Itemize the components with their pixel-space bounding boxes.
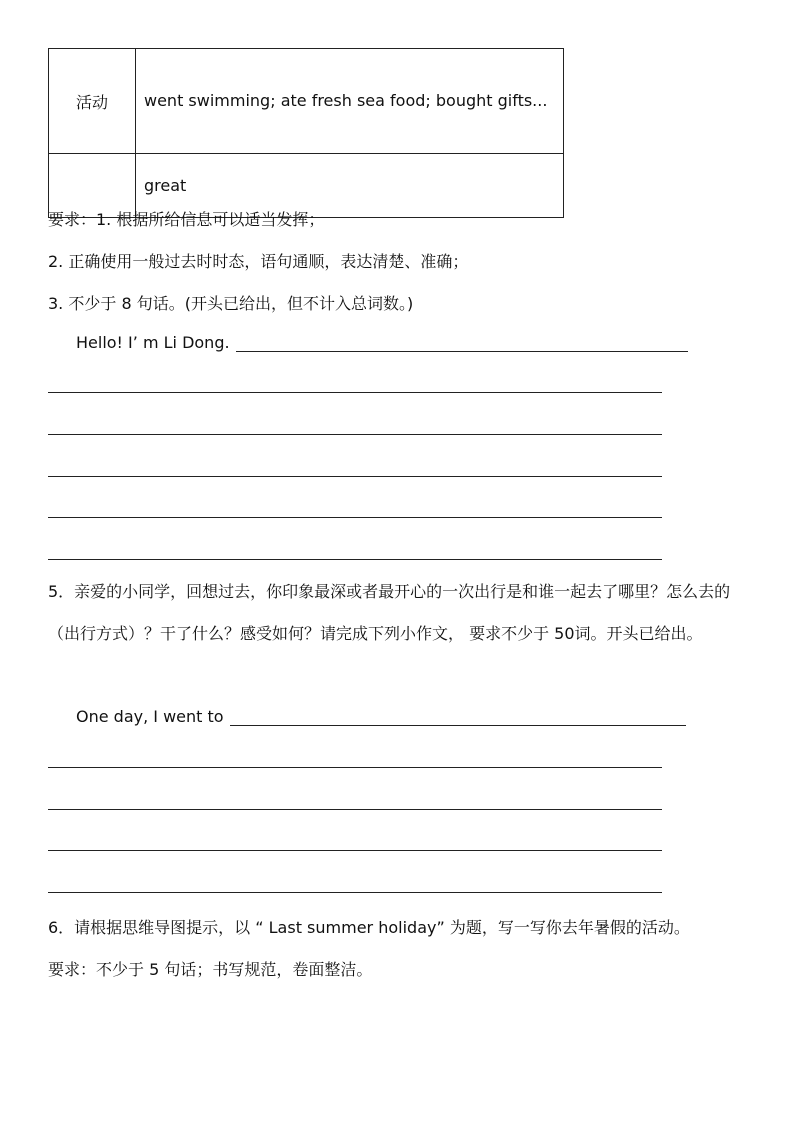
writing-line[interactable] xyxy=(48,517,662,518)
writing-line[interactable] xyxy=(48,892,662,893)
writing-line[interactable] xyxy=(48,850,662,851)
writing-line[interactable] xyxy=(48,559,662,560)
writing-line[interactable] xyxy=(48,476,662,477)
requirement-line-2: 2. 正确使用一般过去时时态，语句通顺，表达清楚、准确； xyxy=(48,252,469,271)
writing-line[interactable] xyxy=(48,434,662,435)
table-row xyxy=(49,49,564,154)
info-table xyxy=(48,48,564,218)
writing-line[interactable] xyxy=(48,809,662,810)
requirement-line-1: 要求：1. 根据所给信息可以适当发挥； xyxy=(48,210,325,229)
q4-start-text: Hello! I’ m Li Dong. xyxy=(76,333,230,352)
writing-line[interactable] xyxy=(48,392,662,393)
requirement-line-3: 3. 不少于 8 句话。(开头已给出，但不计入总词数。) xyxy=(48,294,414,313)
q5-start-text: One day, I went to xyxy=(76,707,224,726)
writing-line[interactable] xyxy=(48,767,662,768)
q5-start-line xyxy=(76,707,686,726)
q5-prompt: 5．亲爱的小同学，回想过去，你印象最深或者最开心的一次出行是和谁一起去了哪里？怎么去的（出行方式）？干了什么？感受如何？请完成下列小作文， 要求不少于 50词。开头已给出。 xyxy=(48,582,731,643)
table-content-cell: went swimming; ate fresh sea food; bought gifts... xyxy=(136,49,564,154)
table-content-cell: great xyxy=(136,154,564,218)
q5-answer-blank[interactable] xyxy=(230,707,686,726)
q6-requirement: 要求：不少于 5 句话；书写规范，卷面整洁。 xyxy=(48,960,373,979)
table-label-cell: 活动 xyxy=(49,49,136,154)
q4-answer-blank[interactable] xyxy=(236,333,688,352)
q4-start-line xyxy=(76,333,688,352)
q6-prompt: 6．请根据思维导图提示，以 “ Last summer holiday” 为题，写一写你去年暑假的活动。 xyxy=(48,918,690,937)
